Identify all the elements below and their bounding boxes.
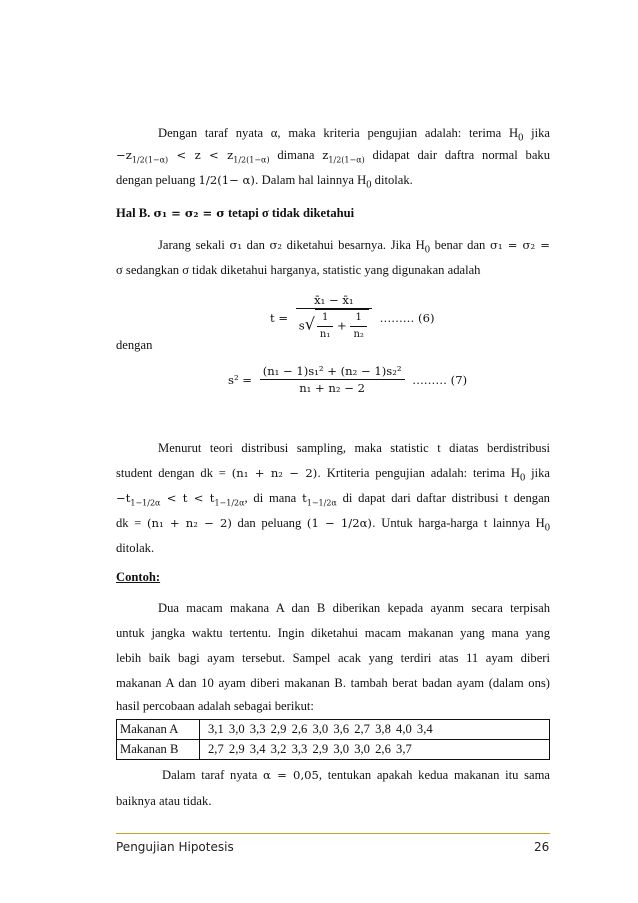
- math: σ₁ = σ₂ = σ: [153, 206, 225, 220]
- row-label: Makanan B: [117, 740, 200, 760]
- subscript: 1−1/2α: [306, 498, 337, 508]
- text: 1: [317, 310, 333, 327]
- table-row: [117, 720, 550, 740]
- subscript: 1−1/2α: [130, 498, 161, 508]
- para1-line2: [116, 147, 550, 169]
- subscript: 1/2(1−α): [131, 155, 169, 165]
- para4-line5: hasil percobaan adalah sebagai berikut:: [116, 699, 314, 713]
- row-values: 3,1 3,0 3,3 2,9 2,6 3,0 3,6 2,7 3,8 4,0 3,4: [200, 720, 550, 740]
- math: 1/2(1− α).: [198, 173, 259, 187]
- text: Krtiteria pengujian adalah: terima H: [320, 466, 521, 480]
- text: di dapat dari daftar distribusi t dengan: [336, 491, 550, 505]
- math: σ₁: [229, 238, 243, 252]
- text: tetapi σ tidak diketahui: [224, 206, 355, 220]
- math: σ₂: [269, 238, 283, 252]
- math: σ₁ = σ₂ =: [489, 238, 550, 252]
- eq6-denominator: s√ $\frac{1}{\text{n₁}}$ + $\frac{1}{\text{n₂}}$: [296, 309, 372, 343]
- text: jika: [525, 466, 550, 480]
- para4-line4: makanan A dan 10 ayam diberi makanan B. tambah berat badan ayam (dalam ons): [116, 676, 550, 690]
- math: −t: [116, 491, 131, 505]
- text: benar dan: [429, 238, 490, 252]
- text: jika: [523, 126, 550, 140]
- text: Dalam hal lainnya H: [258, 173, 367, 187]
- equation-number: ……… (7): [412, 372, 468, 387]
- math: < t < t: [160, 491, 215, 505]
- equation-7: [228, 363, 467, 396]
- text: dengan peluang: [116, 173, 199, 187]
- math: −z: [116, 148, 132, 162]
- text: ditolak.: [371, 173, 413, 187]
- subscript: 1/2(1−α): [328, 155, 365, 165]
- para1-line1: [116, 125, 550, 147]
- subscript: 0: [520, 472, 526, 484]
- subscript: 1−1/2α: [214, 498, 245, 508]
- para1-line3: [116, 172, 550, 194]
- data-table: [116, 719, 550, 760]
- text: didapat dair daftra normal baku: [364, 148, 551, 162]
- text: Dengan taraf nyata α, maka kriteria pengujian adalah: terima H: [158, 126, 519, 140]
- text: Untuk harga-harga t lainnya H: [375, 516, 545, 530]
- para4-line1: Dua macam makana A dan B diberikan kepada ayanm secara terpisah: [158, 601, 550, 615]
- text: Jarang sekali: [158, 238, 230, 252]
- para3-line5: ditolak.: [116, 541, 155, 555]
- para3-line2: [116, 465, 550, 487]
- para2-line2: σ sedangkan σ tidak diketahui harganya, statistic yang digunakan adalah: [116, 263, 481, 277]
- row-values: 2,7 2,9 3,4 3,2 3,3 2,9 3,0 3,0 2,6 3,7: [200, 740, 550, 760]
- math: α = 0,05: [263, 768, 319, 782]
- footer-title: Pengujian Hipotesis: [116, 840, 234, 854]
- math: (1 − 1/2α).: [306, 516, 376, 530]
- eq7-denominator: n₁ + n₂ − 2: [299, 381, 365, 395]
- row-label: Makanan A: [117, 720, 200, 740]
- eq-lhs: s² =: [228, 372, 252, 387]
- para3-line1: Menurut teori distribusi sampling, maka statistic t diatas berdistribusi: [158, 441, 550, 455]
- text: s: [298, 318, 305, 333]
- math: (n₁ + n₂ − 2): [147, 516, 232, 530]
- para2-line1: [116, 237, 550, 259]
- equation-6: [270, 292, 434, 343]
- para4-line2: untuk jangka waktu tertentu. Ingin diketahui macam makanan yang mana yang: [116, 626, 550, 640]
- subscript: 0: [366, 179, 372, 191]
- text: student dengan dk =: [116, 466, 232, 480]
- table-row: [117, 740, 550, 760]
- contoh-heading: Contoh:: [116, 570, 161, 584]
- subscript: 0: [544, 522, 550, 534]
- para5-line1: [116, 767, 550, 783]
- subscript: 1/2(1−α): [233, 155, 270, 165]
- footer-rule: [116, 833, 550, 834]
- para5-line2: baiknya atau tidak.: [116, 794, 212, 808]
- text: Dalam taraf nyata: [162, 768, 264, 782]
- text: dk =: [116, 516, 148, 530]
- math: t: [302, 491, 307, 505]
- math: < z < z: [168, 148, 234, 162]
- para3-line3: [116, 490, 550, 512]
- text: , tentukan apakah kedua makanan itu sama: [318, 768, 551, 782]
- dengan-label: dengan: [116, 338, 153, 352]
- eq6-numerator: x̄₁ − x̄₁: [296, 292, 372, 309]
- text: , di mana: [244, 491, 303, 505]
- equation-number: ……… (6): [379, 310, 435, 325]
- subscript: 0: [424, 244, 430, 256]
- math: z: [322, 148, 329, 162]
- text: dan: [242, 238, 270, 252]
- para3-line4: [116, 515, 550, 537]
- page-number: 26: [534, 840, 550, 854]
- text: n₁: [319, 329, 331, 340]
- text: diketahui besarnya. Jika H: [282, 238, 425, 252]
- eq-lhs: t =: [270, 310, 289, 325]
- text: +: [337, 318, 347, 333]
- text: 1: [350, 310, 366, 327]
- math: (n₁ + n₂ − 2).: [231, 466, 321, 480]
- text: dimana: [269, 148, 323, 162]
- para4-line3: lebih baik bagi ayam tersebut. Sampel acak yang terdiri atas 11 ayam diberi: [116, 651, 550, 665]
- eq7-numerator: (n₁ − 1)s₁² + (n₂ − 1)s₂²: [260, 363, 405, 380]
- text: dan peluang: [231, 516, 307, 530]
- section-heading-hal-b: [116, 205, 550, 221]
- text: Hal B.: [116, 206, 154, 220]
- subscript: 0: [518, 132, 524, 144]
- eq7-fraction: [260, 363, 405, 396]
- eq6-fraction: [296, 292, 372, 343]
- text: n₂: [353, 329, 364, 340]
